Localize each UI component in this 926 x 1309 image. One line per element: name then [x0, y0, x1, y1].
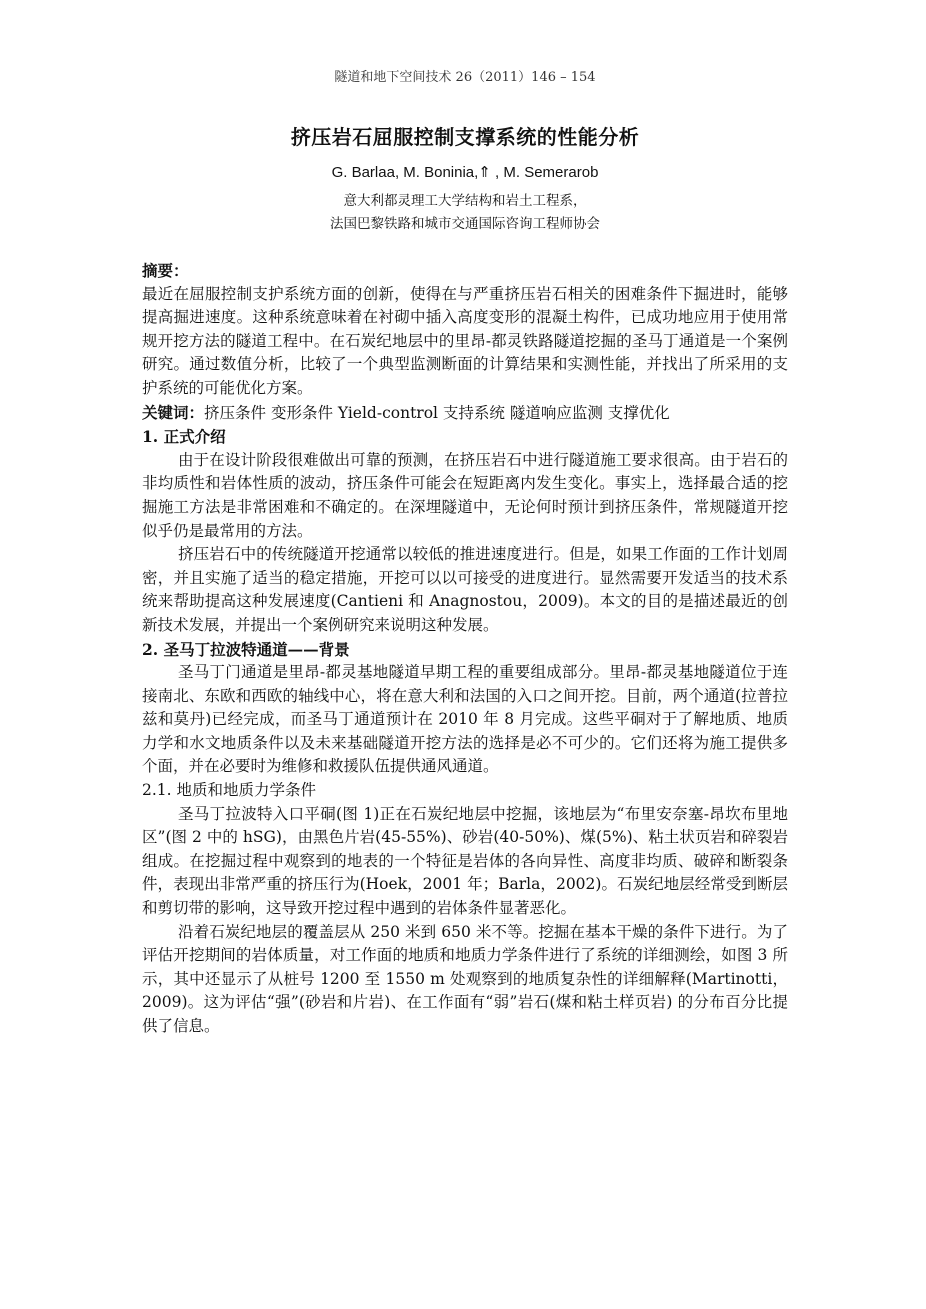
section-1-heading: 1. 正式介绍 [142, 427, 226, 447]
section-1-paragraph-2: 挤压岩石中的传统隧道开挖通常以较低的推进速度进行。但是，如果工作面的工作计划周密，并且实施了适当的稳定措施，开挖可以以可接受的进度进行。显然需要开发适当的技术系统来帮助提高这种发展速度(Cantieni 和 Anagnostou，2009)。本文的目的是描述最近的创新技术发展，并提出一个案例研究来说明这种发展。 [142, 545, 788, 634]
section-2-1-paragraph-2: 沿着石炭纪地层的覆盖层从 250 米到 650 米不等。挖掘在基本干燥的条件下进行。为了评估开挖期间的岩体质量，对工作面的地质和地质力学条件进行了系统的详细测绘，如图 3 所示，其中还显示了从桩号 1200 至 1550 m 处观察到的地质复杂性的详细解释(Martinotti，2009)。这为评估“强”(砂岩和片岩)、在工作面有“弱”岩石(煤和粘土样页岩) 的分布百分比提供了信息。 [142, 922, 788, 1035]
section-2-heading: 2. 圣马丁拉波特通道——背景 [142, 639, 350, 659]
section-2-paragraph-1: 圣马丁门通道是里昂-都灵基地隧道早期工程的重要组成部分。里昂-都灵基地隧道位于连接南北、东欧和西欧的轴线中心，将在意大利和法国的入口之间开挖。目前，两个通道(拉普拉兹和莫丹)已经完成，而圣马丁通道预计在 2010 年 8 月完成。这些平硐对于了解地质、地质力学和水文地质条件以及未来基础隧道开挖方法的选择是必不可少的。它们还将为施工提供多个面，并在必要时为维修和救援队伍提供通风通道。 [142, 663, 788, 776]
section-2-1-paragraph-1: 圣马丁拉波特入口平硐(图 1)正在石炭纪地层中挖掘，该地层为“布里安奈塞-昂坎布里地区”(图 2 中的 hSG)，由黑色片岩(45-55%)、砂岩(40-50%)、煤(5%)、粘土状页岩和碎裂岩组成。在挖掘过程中观察到的地表的一个特征是岩体的各向异性、高度非均质、破碎和断裂条件，表现出非常严重的挤压行为(Hoek，2001 年；Barla，2002)。石炭纪地层经常受到断层和剪切带的影响，这导致开挖过程中遇到的岩体条件显著恶化。 [142, 804, 788, 918]
abstract-text: 最近在屈服控制支护系统方面的创新，使得在与严重挤压岩石相关的困难条件下掘进时，能够提高掘进速度。这种系统意味着在衬砌中插入高度变形的混凝土构件，已成功地应用于使用常规开挖方法的隧道工程中。在石炭纪地层中的里昂-都灵铁路隧道挖掘的圣马丁通道是一个案例研究。通过数值分析，比较了一个典型监测断面的计算结果和实测性能，并找出了所采用的支护系统的可能优化方案。 [142, 284, 788, 397]
affiliation-2: 法国巴黎铁路和城市交通国际咨询工程师协会 [330, 216, 600, 232]
author-list: G. Barlaa, M. Boninia,⇑ , M. Semerarob [331, 164, 599, 181]
keywords-text: 挤压条件 变形条件 Yield-control 支持系统 隧道响应监测 支撑优化 [204, 403, 670, 422]
keywords [142, 401, 788, 426]
paper-body [142, 259, 788, 1039]
paper-title: 挤压岩石屈服控制支撑系统的性能分析 [290, 125, 640, 149]
journal-citation: 隧道和地下空间技术 26（2011）146 – 154 [334, 70, 596, 85]
keywords-label: 关键词： [142, 402, 205, 422]
abstract-heading: 摘要： [142, 261, 189, 280]
affiliation-1: 意大利都灵理工大学结构和岩土工程系， [343, 193, 587, 209]
section-2-1-heading: 2.1. 地质和地质力学条件 [142, 781, 317, 800]
section-1-paragraph-1: 由于在设计阶段很难做出可靠的预测，在挤压岩石中进行隧道施工要求很高。由于岩石的非均质性和岩体性质的波动，挤压条件可能会在短距离内发生变化。事实上，选择最合适的挖掘施工方法是非常困难和不确定的。在深埋隧道中，无论何时预计到挤压条件，常规隧道开挖似乎仍是最常用的方法。 [142, 450, 788, 540]
